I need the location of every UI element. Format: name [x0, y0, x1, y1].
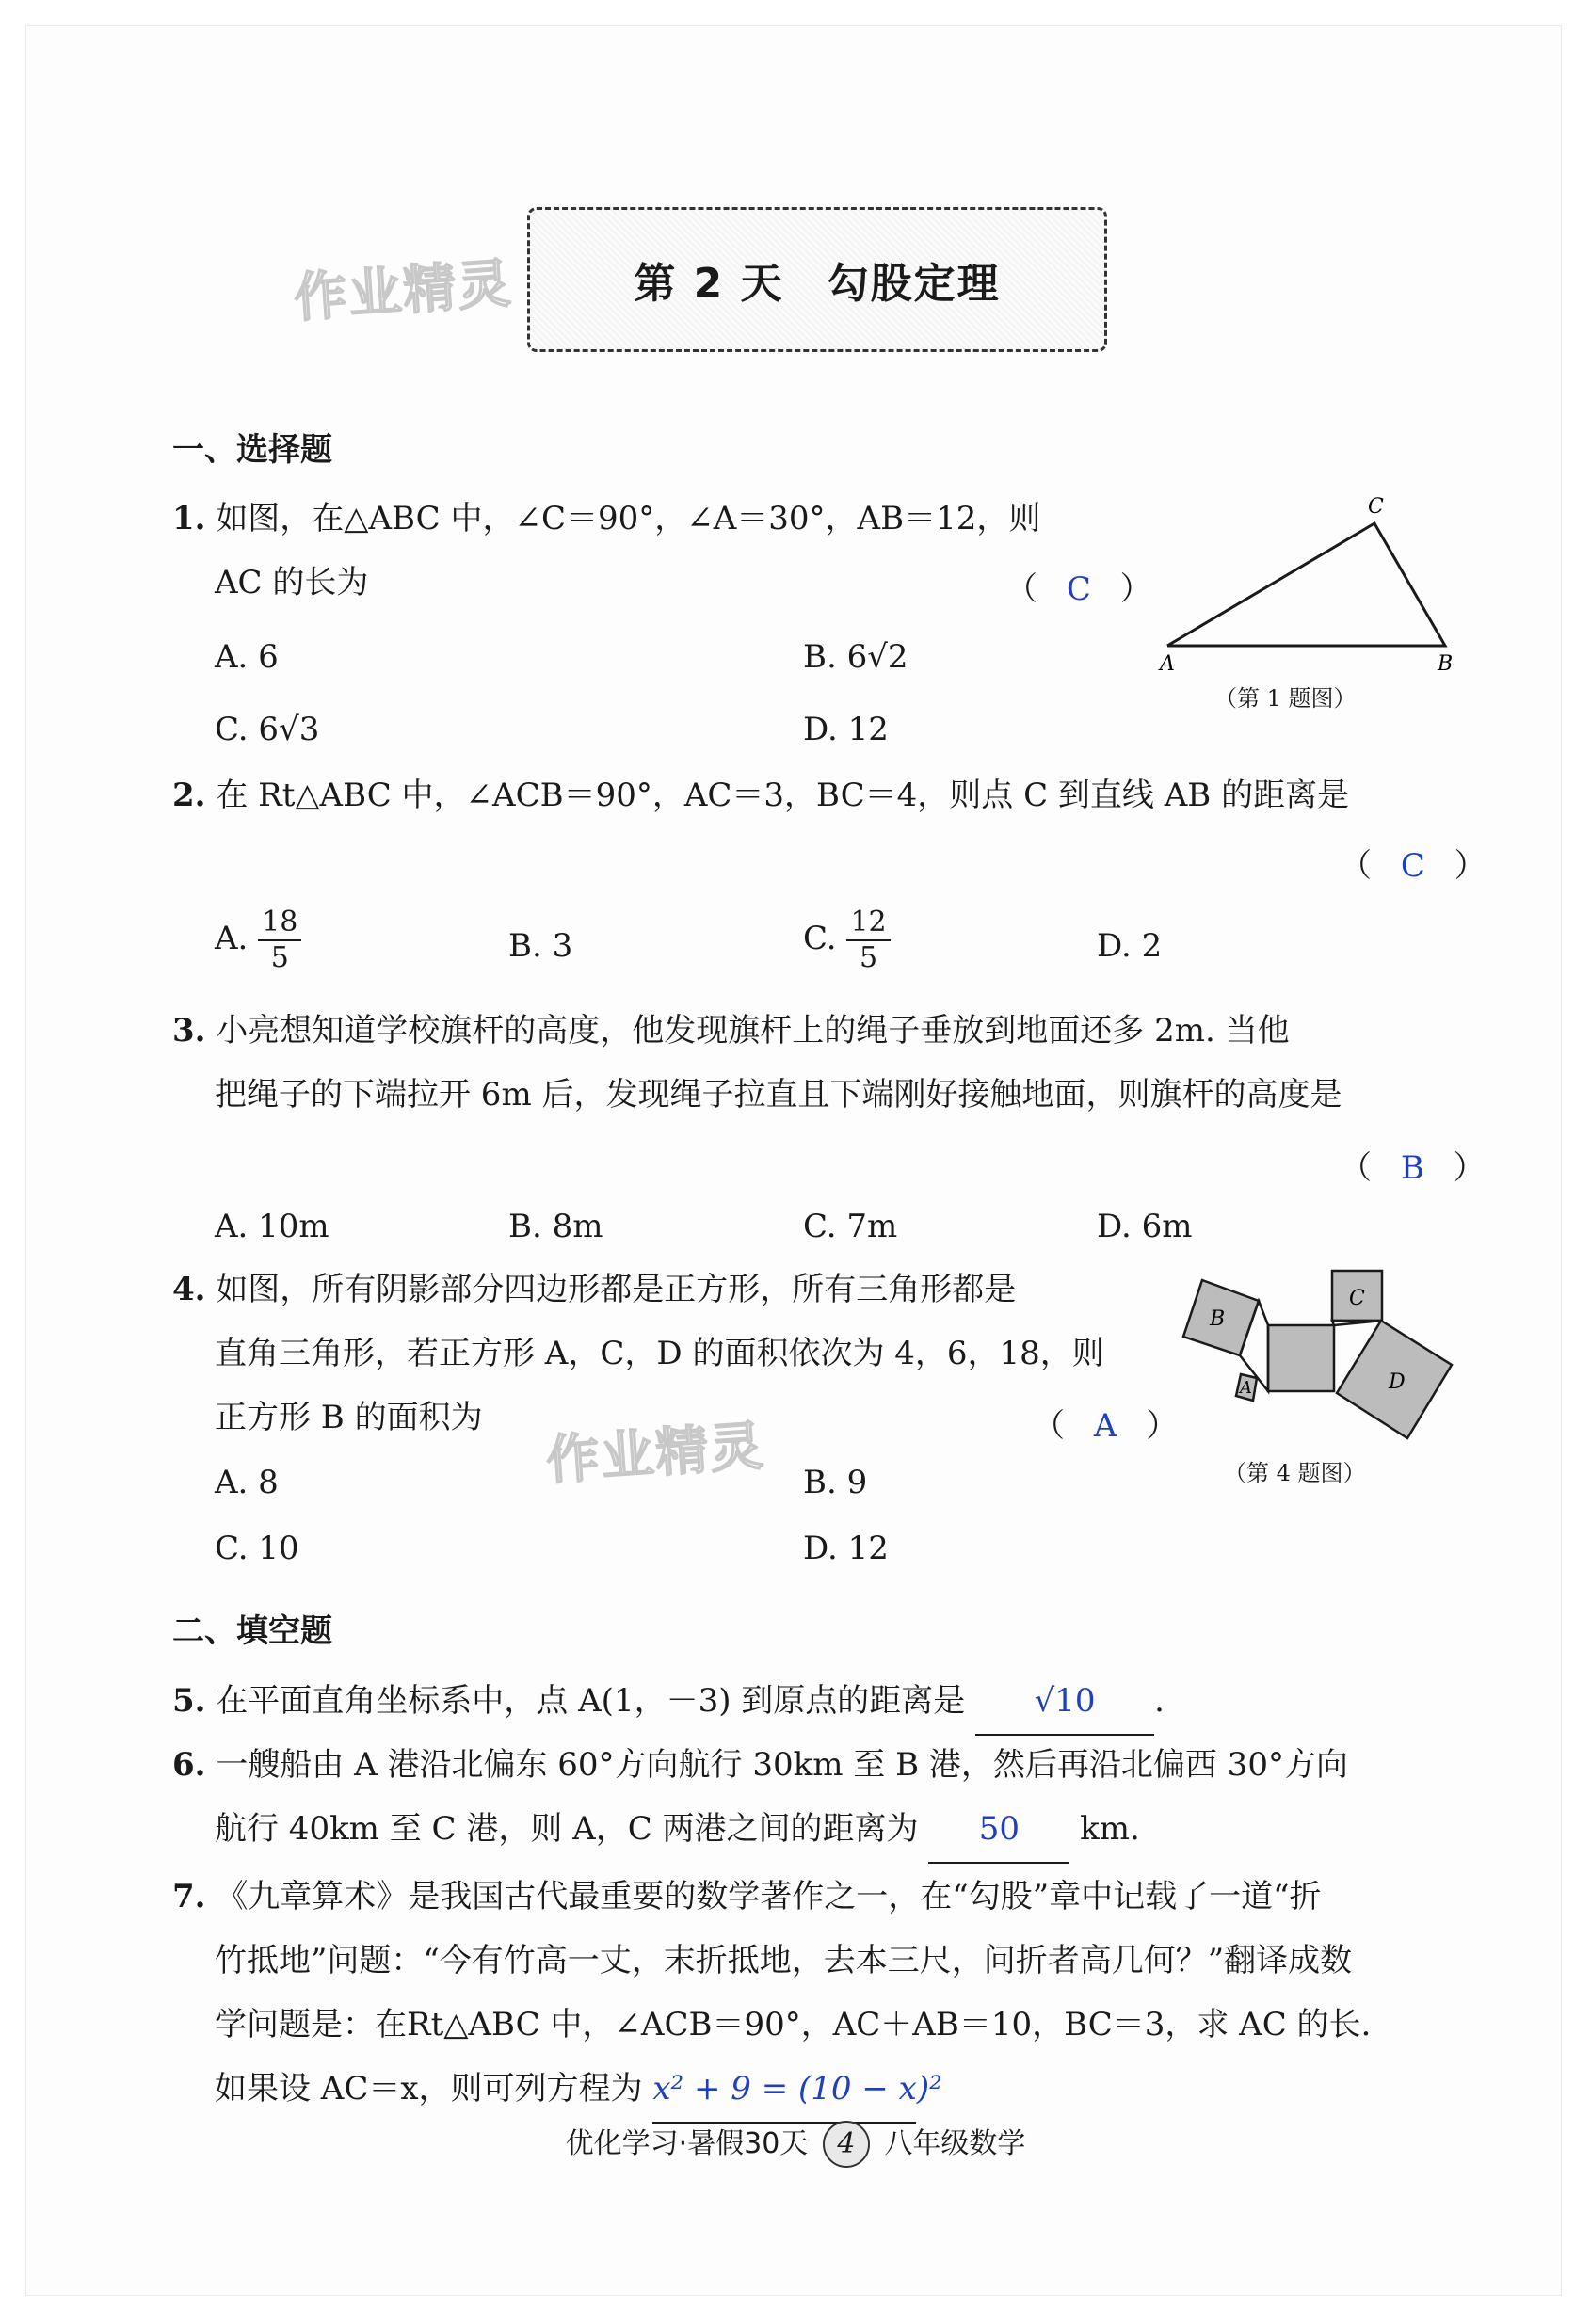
question-7-line2: 竹抵地”问题：“今有竹高一丈，末折抵地，去本三尺，问折者高几何？”翻译成数: [215, 1942, 1353, 1979]
answer-paren: [1340, 1142, 1486, 1188]
figure-4-squares: [1181, 1261, 1464, 1450]
triangle: [1332, 1321, 1382, 1325]
footer-book-title: 优化学习·暑假30天: [565, 2127, 809, 2160]
question-7-line1: [172, 1864, 1321, 1930]
answer-paren: [1340, 840, 1487, 886]
question-3-line1: [172, 998, 1290, 1064]
paren-open: （: [1033, 1407, 1065, 1445]
question-7-line4: [215, 2056, 942, 2124]
option-c: C. 10: [215, 1530, 299, 1567]
question-number: 4.: [172, 1271, 206, 1308]
question-4-line3: 正方形 B 的面积为: [215, 1399, 483, 1436]
option-d: D. 12: [803, 1530, 889, 1567]
question-number: 7.: [172, 1878, 206, 1915]
paren-open: （: [1340, 1149, 1372, 1187]
section-heading-choice: 一、选择题: [172, 431, 332, 469]
question-text: 航行 40km 至 C 港，则 A，C 两港之间的距离为: [215, 1810, 919, 1848]
question-1-line1: [172, 486, 1040, 552]
option-a: [215, 906, 301, 975]
fraction: [846, 906, 890, 975]
question-5: [172, 1668, 1165, 1736]
option-d: D. 12: [803, 711, 889, 748]
center-square: [1268, 1325, 1334, 1391]
question-text: 如图，在△ABC 中，∠C＝90°，∠A＝30°，AB＝12，则: [216, 500, 1041, 537]
title-box: [527, 207, 1107, 352]
figure-1-caption: （第 1 题图）: [1214, 685, 1357, 712]
question-number: 2.: [172, 777, 206, 814]
question-end: .: [1154, 1682, 1165, 1720]
option-b: B. 9: [803, 1464, 868, 1501]
question-text: 如图，所有阴影部分四边形都是正方形，所有三角形都是: [216, 1271, 1017, 1308]
question-text: 一艘船由 A 港沿北偏东 60°方向航行 30km 至 B 港，然后再沿北偏西 30°方向: [216, 1746, 1348, 1784]
section-heading-fill: 二、填空题: [172, 1612, 332, 1650]
question-text: 在平面直角坐标系中，点 A(1，－3) 到原点的距离是: [216, 1682, 966, 1720]
page-number: 4: [823, 2121, 870, 2168]
figure-label-a: A: [1160, 652, 1175, 676]
fraction-denominator: 5: [859, 941, 878, 974]
answer-choice: C: [1400, 847, 1425, 885]
option-b: B. 3: [508, 927, 573, 965]
question-number: 1.: [172, 500, 206, 537]
footer-grade-subject: 八年级数学: [884, 2127, 1026, 2160]
question-7-line3: 学问题是：在Rt△ABC 中，∠ACB＝90°，AC＋AB＝10，BC＝3，求 AC 的长.: [215, 2006, 1372, 2044]
question-6-line2: [215, 1796, 1140, 1864]
paren-close: ）: [1119, 570, 1152, 608]
answer-choice: B: [1400, 1149, 1424, 1187]
answer-blank: 50: [928, 1796, 1069, 1864]
question-number: 3.: [172, 1012, 206, 1050]
option-c: C. 7m: [803, 1208, 898, 1245]
option-a: A. 6: [215, 638, 279, 676]
option-prefix: A.: [215, 920, 249, 957]
page-title: 第 2 天 勾股定理: [634, 260, 1001, 308]
answer-paren: [1033, 1400, 1178, 1446]
question-unit: km.: [1080, 1810, 1140, 1848]
paren-close: ）: [1454, 847, 1487, 885]
figure-label-c: C: [1368, 495, 1384, 519]
paren-close: ）: [1453, 1149, 1486, 1187]
option-b: B. 8m: [508, 1208, 603, 1245]
paren-open: （: [1340, 847, 1372, 885]
triangle-outline: [1167, 523, 1445, 646]
question-1-line2: AC 的长为: [215, 564, 369, 601]
answer-choice: C: [1066, 570, 1091, 608]
watermark: 作业精灵: [292, 252, 515, 330]
fraction-denominator: 5: [270, 941, 289, 974]
question-text: 《九章算术》是我国古代最重要的数学著作之一，在“勾股”章中记载了一道“折: [216, 1878, 1322, 1915]
question-number: 5.: [172, 1682, 206, 1720]
answer-choice: A: [1093, 1407, 1117, 1445]
paren-open: （: [1005, 570, 1037, 608]
option-d: D. 6m: [1097, 1208, 1193, 1245]
option-c: [803, 906, 891, 975]
question-text: 在 Rt△ABC 中，∠ACB＝90°，AC＝3，BC＝4，则点 C 到直线 AB 的距离是: [216, 777, 1350, 814]
question-4-line2: 直角三角形，若正方形 A，C，D 的面积依次为 4，6，18，则: [215, 1335, 1104, 1372]
option-b: B. 6√2: [803, 638, 908, 676]
answer-paren: [1005, 563, 1152, 609]
question-number: 6.: [172, 1746, 206, 1784]
question-2-line1: [172, 762, 1349, 828]
figure-label-c: C: [1349, 1287, 1365, 1310]
question-3-line2: 把绳子的下端拉开 6m 后，发现绳子拉直且下端刚好接触地面，则旗杆的高度是: [215, 1076, 1342, 1114]
page-footer: [0, 2120, 1591, 2168]
option-c: C. 6√3: [215, 711, 320, 748]
option-d: D. 2: [1097, 927, 1163, 965]
fraction: [258, 906, 301, 975]
question-4-line1: [172, 1257, 1016, 1322]
answer-blank: √10: [975, 1668, 1154, 1736]
option-a: A. 10m: [215, 1208, 329, 1245]
paren-close: ）: [1146, 1407, 1179, 1445]
fraction-numerator: 12: [846, 906, 890, 941]
fraction-numerator: 18: [258, 906, 301, 941]
figure-label-a: A: [1240, 1378, 1252, 1398]
watermark: 作业精灵: [544, 1415, 767, 1493]
option-a: A. 8: [215, 1464, 279, 1501]
figure-label-b: B: [1438, 652, 1454, 676]
question-text: 小亮想知道学校旗杆的高度，他发现旗杆上的绳子垂放到地面还多 2m. 当他: [216, 1012, 1290, 1050]
question-text: 如果设 AC＝x，则可列方程为: [215, 2070, 643, 2108]
figure-label-d: D: [1389, 1370, 1406, 1394]
question-6-line1: [172, 1732, 1348, 1798]
figure-label-b: B: [1210, 1307, 1226, 1331]
figure-4-caption: （第 4 题图）: [1224, 1460, 1366, 1486]
answer-blank: x² + 9 = (10 − x)²: [652, 2056, 916, 2124]
option-prefix: C.: [803, 920, 837, 957]
